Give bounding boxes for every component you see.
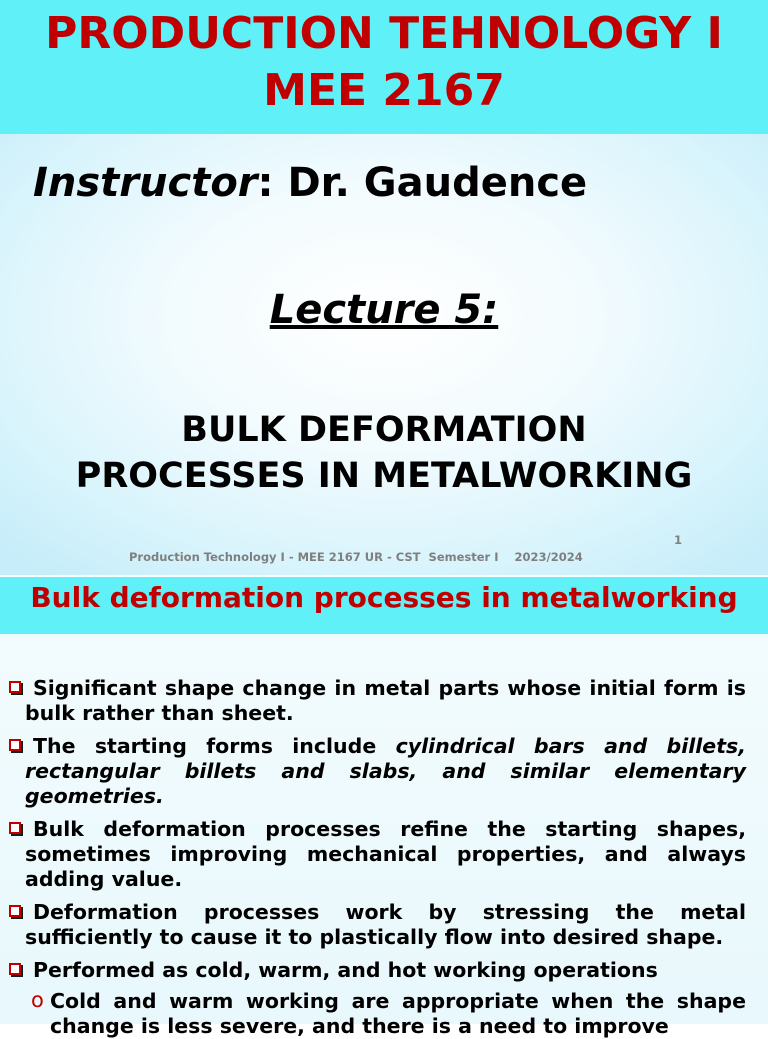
instructor-line [33, 155, 587, 211]
checkbox-square-icon [9, 905, 21, 917]
list-item [25, 817, 746, 892]
list-item [25, 734, 746, 809]
instructor-label: Instructor [33, 160, 258, 206]
sub-list-item [25, 989, 746, 1039]
list-item [25, 900, 746, 950]
bullet-list [25, 676, 746, 1039]
slide-footer: Production Technology I - MEE 2167 UR - CST Semester I 2023/2024 [129, 550, 583, 564]
list-item [25, 958, 746, 983]
circle-o-icon: o [31, 988, 44, 1012]
list-item [25, 676, 746, 726]
sub-list-item-text: Cold and warm working are appropriate when the shape change is less severe, and there is a need to improve [50, 989, 746, 1038]
checkbox-square-icon [9, 822, 21, 834]
page-number: 1 [674, 533, 683, 547]
checkbox-square-icon [9, 739, 21, 751]
checkbox-square-icon [9, 963, 21, 975]
list-item-text [25, 734, 746, 808]
checkbox-square-icon [9, 681, 21, 693]
course-title: PRODUCTION TEHNOLOGY I [45, 8, 723, 59]
list-item-text: Bulk deformation processes refine the starting shapes, sometimes improving mechanical properties, and always adding value. [25, 817, 746, 891]
list-item-text: Significant shape change in metal parts whose initial form is bulk rather than sheet. [25, 676, 746, 725]
slide-title: Bulk deformation processes in metalworking [30, 581, 738, 614]
lecture-title-line2: PROCESSES IN METALWORKING [75, 456, 693, 496]
list-item-text-italic: cylindrical bars and billets, rectangular billets and slabs, and similar elementary geometries. [25, 734, 746, 808]
list-item-text: Performed as cold, warm, and hot working operations [33, 958, 658, 982]
lecture-title-line1: BULK DEFORMATION [181, 410, 587, 450]
instructor-name: : Dr. Gaudence [257, 160, 588, 206]
content-slide [0, 575, 768, 1038]
list-item-text-plain: The starting forms include [33, 734, 396, 758]
lecture-number: Lecture 5: [269, 287, 499, 333]
list-item-text: Deformation processes work by stressing the metal sufficiently to cause it to plastically flow into desired shape. [25, 900, 746, 949]
course-code: MEE 2167 [263, 65, 505, 116]
